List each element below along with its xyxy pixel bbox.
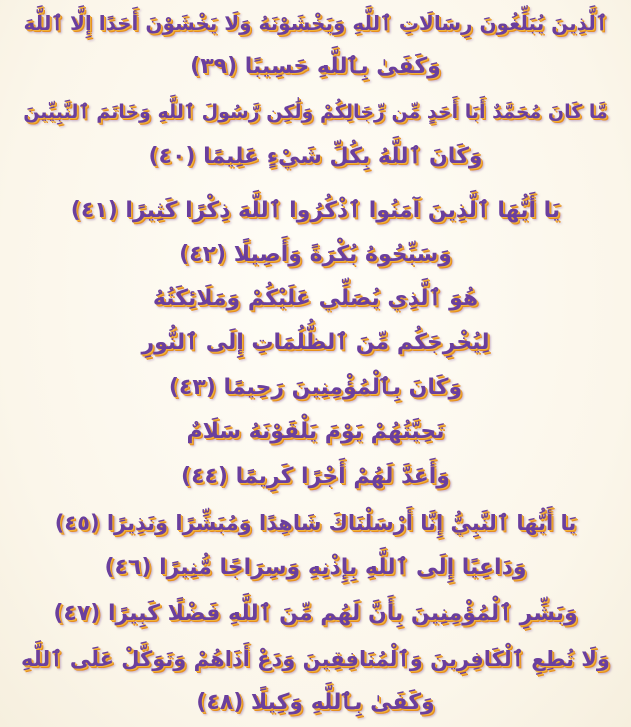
verse-line-5: يَا أَيُّهَا ٱلَّذِينَ آمَنُوا ٱذْكُرُوا ٱللَّهَ ذِكْرًا كَثِيرًا (٤١) bbox=[70, 198, 561, 223]
verse-line-15: وَلَا تُطِعِ ٱلْكَافِرِينَ وَٱلْمُنَافِقِينَ وَدَعْ أَذَاهُمْ وَتَوَكَّلْ عَلَى ٱللَّهِ bbox=[21, 647, 610, 671]
verse-line-16: وَكَفَىٰ بِٱللَّهِ وَكِيلًا (٤٨) bbox=[196, 690, 435, 715]
verse-line-12: يَا أَيُّهَا ٱلنَّبِيُّ إِنَّا أَرْسَلْنَاكَ شَاهِدًا وَمُبَشِّرًا وَنَذِيرًا (٤٥) bbox=[54, 511, 577, 535]
verse-line-10: تَحِيَّتُهُمْ يَوْمَ يَلْقَوْنَهُ سَلَامٌ bbox=[186, 419, 445, 444]
verse-line-7: هُوَ ٱلَّذِي يُصَلِّي عَلَيْكُمْ وَمَلَائِكَتُهُ bbox=[152, 286, 479, 311]
verse-line-3: مَّا كَانَ مُحَمَّدٌ أَبَا أَحَدٍ مِّن رِّجَالِكُمْ وَلَٰكِن رَّسُولَ ٱللَّهِ وَخَاتَمَ ٱلنَّبِيِّينَ bbox=[23, 101, 608, 123]
verse-line-9: وَكَانَ بِٱلْمُؤْمِنِينَ رَحِيمًا (٤٣) bbox=[168, 375, 463, 400]
verse-line-14: وَبَشِّرِ ٱلْمُؤْمِنِينَ بِأَنَّ لَهُم مِّنَ ٱللَّهِ فَضْلًا كَبِيرًا (٤٧) bbox=[53, 601, 578, 626]
verse-line-1: ٱلَّذِينَ يُبَلِّغُونَ رِسَالَاتِ ٱللَّهِ وَيَخْشَوْنَهُ وَلَا يَخْشَوْنَ أَحَدًا إِلَّا ٱللَّهَ bbox=[23, 11, 608, 35]
verse-line-11: وَأَعَدَّ لَهُمْ أَجْرًا كَرِيمًا (٤٤) bbox=[181, 464, 450, 489]
verse-line-2: وَكَفَىٰ بِٱللَّهِ حَسِيبًا (٣٩) bbox=[190, 54, 441, 79]
verse-line-13: وَدَاعِيًا إِلَى ٱللَّهِ بِإِذْنِهِ وَسِرَاجًا مُّنِيرًا (٤٦) bbox=[104, 555, 527, 580]
verse-line-4: وَكَانَ ٱللَّهُ بِكُلِّ شَيْءٍ عَلِيمًا (٤٠) bbox=[148, 144, 483, 169]
verse-line-8: لِيُخْرِجَكُم مِّنَ ٱلظُّلُمَاتِ إِلَى ٱلنُّورِ bbox=[141, 330, 490, 355]
verse-line-6: وَسَبِّحُوهُ بُكْرَةً وَأَصِيلًا (٤٢) bbox=[179, 242, 452, 267]
